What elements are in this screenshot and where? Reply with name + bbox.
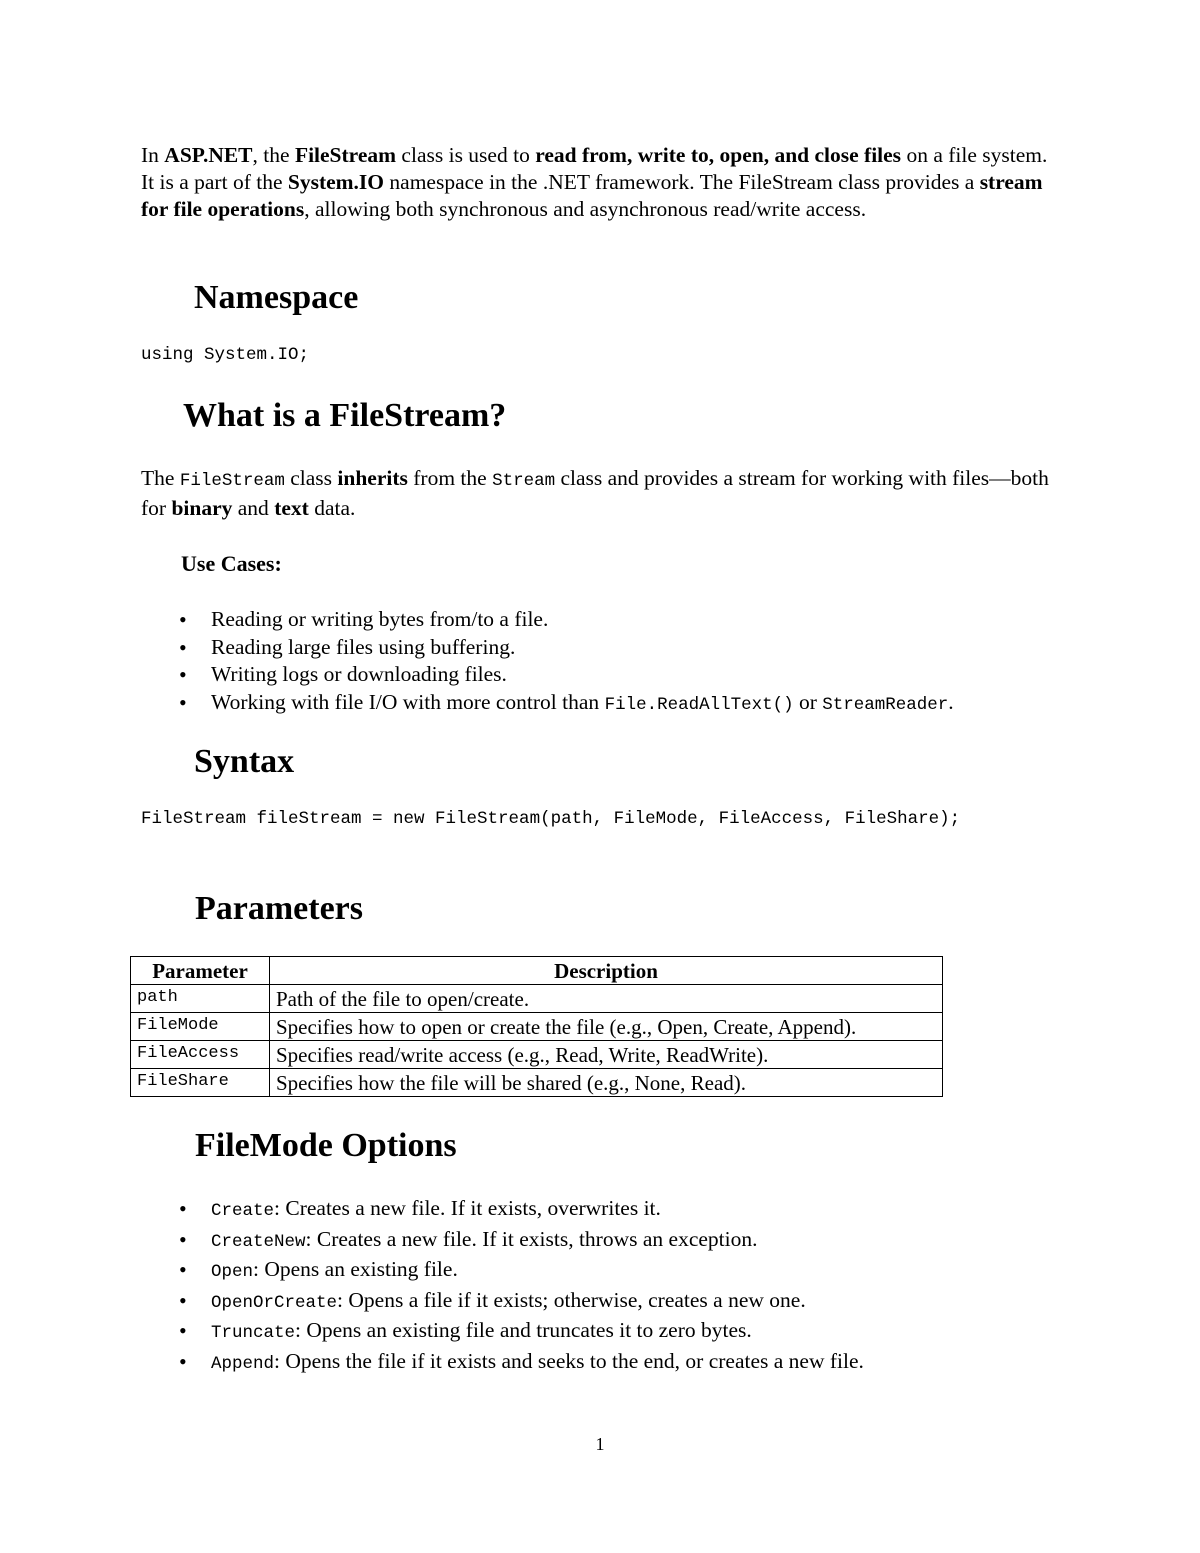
filemode-options-heading: FileMode Options bbox=[195, 1127, 457, 1164]
list-item: • Reading or writing bytes from/to a file. bbox=[173, 606, 1073, 634]
syntax-code: FileStream fileStream = new FileStream(path, FileMode, FileAccess, FileShare); bbox=[141, 809, 961, 829]
filemode-code: Create bbox=[211, 1201, 275, 1221]
intro-text: , allowing both synchronous and asynchronous read/write access. bbox=[304, 197, 867, 221]
list-item: • Writing logs or downloading files. bbox=[173, 661, 1073, 689]
binary-term: binary bbox=[171, 496, 233, 520]
list-item-text: : Creates a new file. If it exists, overwrites it. bbox=[274, 1196, 661, 1220]
system-io-term: System.IO bbox=[287, 170, 385, 194]
what-text: class and provides a stream for working with files—both for bbox=[141, 466, 1049, 520]
readalltext-code: File.ReadAllText() bbox=[604, 694, 794, 715]
table-header-row bbox=[131, 957, 943, 985]
table-row bbox=[131, 985, 943, 1013]
list-item bbox=[173, 1287, 1073, 1318]
column-header-description: Description bbox=[270, 957, 943, 985]
parameters-heading: Parameters bbox=[195, 890, 364, 927]
param-description: Specifies read/write access (e.g., Read, Write, ReadWrite). bbox=[270, 1041, 943, 1069]
filemode-code: Open bbox=[211, 1262, 254, 1282]
use-cases-list bbox=[173, 606, 1073, 719]
what-is-filestream-heading: What is a FileStream? bbox=[183, 397, 507, 434]
table-row bbox=[131, 1013, 943, 1041]
param-description: Path of the file to open/create. bbox=[270, 985, 943, 1013]
filemode-code: CreateNew bbox=[211, 1231, 306, 1252]
stream-code: Stream bbox=[492, 471, 556, 491]
list-item bbox=[173, 1348, 1073, 1379]
list-item bbox=[173, 1226, 1073, 1257]
list-item bbox=[173, 689, 1073, 720]
list-item bbox=[173, 1195, 1073, 1226]
inherits-term: inherits bbox=[337, 466, 408, 490]
list-item: • Reading large files using buffering. bbox=[173, 634, 1073, 662]
list-item bbox=[173, 1256, 1073, 1287]
intro-text: class is used to bbox=[396, 143, 536, 167]
filestream-code: FileStream bbox=[179, 471, 285, 491]
text-term: text bbox=[274, 496, 309, 520]
param-name: path bbox=[131, 985, 270, 1013]
table-row bbox=[131, 1069, 943, 1097]
column-header-parameter: Parameter bbox=[131, 957, 270, 985]
intro-text: , the bbox=[252, 143, 295, 167]
intro-text: In bbox=[141, 143, 165, 167]
asp-net-term: ASP.NET bbox=[164, 143, 253, 167]
list-item-text: : Opens an existing file. bbox=[253, 1257, 458, 1281]
filemode-code: Append bbox=[211, 1353, 275, 1374]
operations-term: read from, write to, open, and close files bbox=[535, 143, 902, 167]
param-name: FileMode bbox=[131, 1013, 270, 1041]
param-description: Specifies how the file will be shared (e.g., None, Read). bbox=[270, 1069, 943, 1097]
list-item-text: : Opens an existing file and truncates it to zero bytes. bbox=[295, 1318, 752, 1342]
table-row bbox=[131, 1041, 943, 1069]
filemode-code: OpenOrCreate bbox=[211, 1292, 338, 1313]
filemode-code: Truncate bbox=[211, 1323, 296, 1343]
what-text: The bbox=[141, 466, 180, 490]
use-cases-heading: Use Cases: bbox=[181, 551, 282, 576]
what-paragraph bbox=[141, 465, 1051, 522]
list-item-text: Working with file I/O with more control than bbox=[211, 689, 605, 714]
intro-paragraph bbox=[141, 142, 1061, 223]
intro-text: on a file system. It is a part of the bbox=[141, 143, 1048, 194]
list-item-text: . bbox=[948, 689, 954, 714]
streamreader-code: StreamReader bbox=[822, 694, 949, 715]
what-text: and bbox=[232, 496, 275, 520]
what-text: data. bbox=[308, 496, 356, 520]
filemode-options-list bbox=[173, 1195, 1073, 1378]
list-item-text: : Opens the file if it exists and seeks to the end, or creates a new file. bbox=[274, 1348, 864, 1373]
parameters-table bbox=[130, 956, 943, 1097]
intro-text: namespace in the .NET framework. The FileStream class provides a bbox=[384, 170, 980, 194]
what-text: from the bbox=[407, 466, 493, 490]
param-description: Specifies how to open or create the file (e.g., Open, Create, Append). bbox=[270, 1013, 943, 1041]
list-item bbox=[173, 1317, 1073, 1348]
page-number: 1 bbox=[595, 1434, 605, 1454]
list-item-text: or bbox=[793, 689, 823, 714]
param-name: FileAccess bbox=[131, 1041, 270, 1069]
namespace-code: using System.IO; bbox=[141, 345, 310, 365]
syntax-heading: Syntax bbox=[194, 743, 295, 780]
list-item-text: : Opens a file if it exists; otherwise, creates a new one. bbox=[337, 1287, 806, 1312]
namespace-heading: Namespace bbox=[194, 279, 359, 316]
filestream-term: FileStream bbox=[294, 143, 397, 167]
param-name: FileShare bbox=[131, 1069, 270, 1097]
stream-term: stream for file operations bbox=[141, 170, 1043, 221]
list-item-text: : Creates a new file. If it exists, throws an exception. bbox=[305, 1226, 758, 1251]
what-text: class bbox=[284, 466, 338, 490]
